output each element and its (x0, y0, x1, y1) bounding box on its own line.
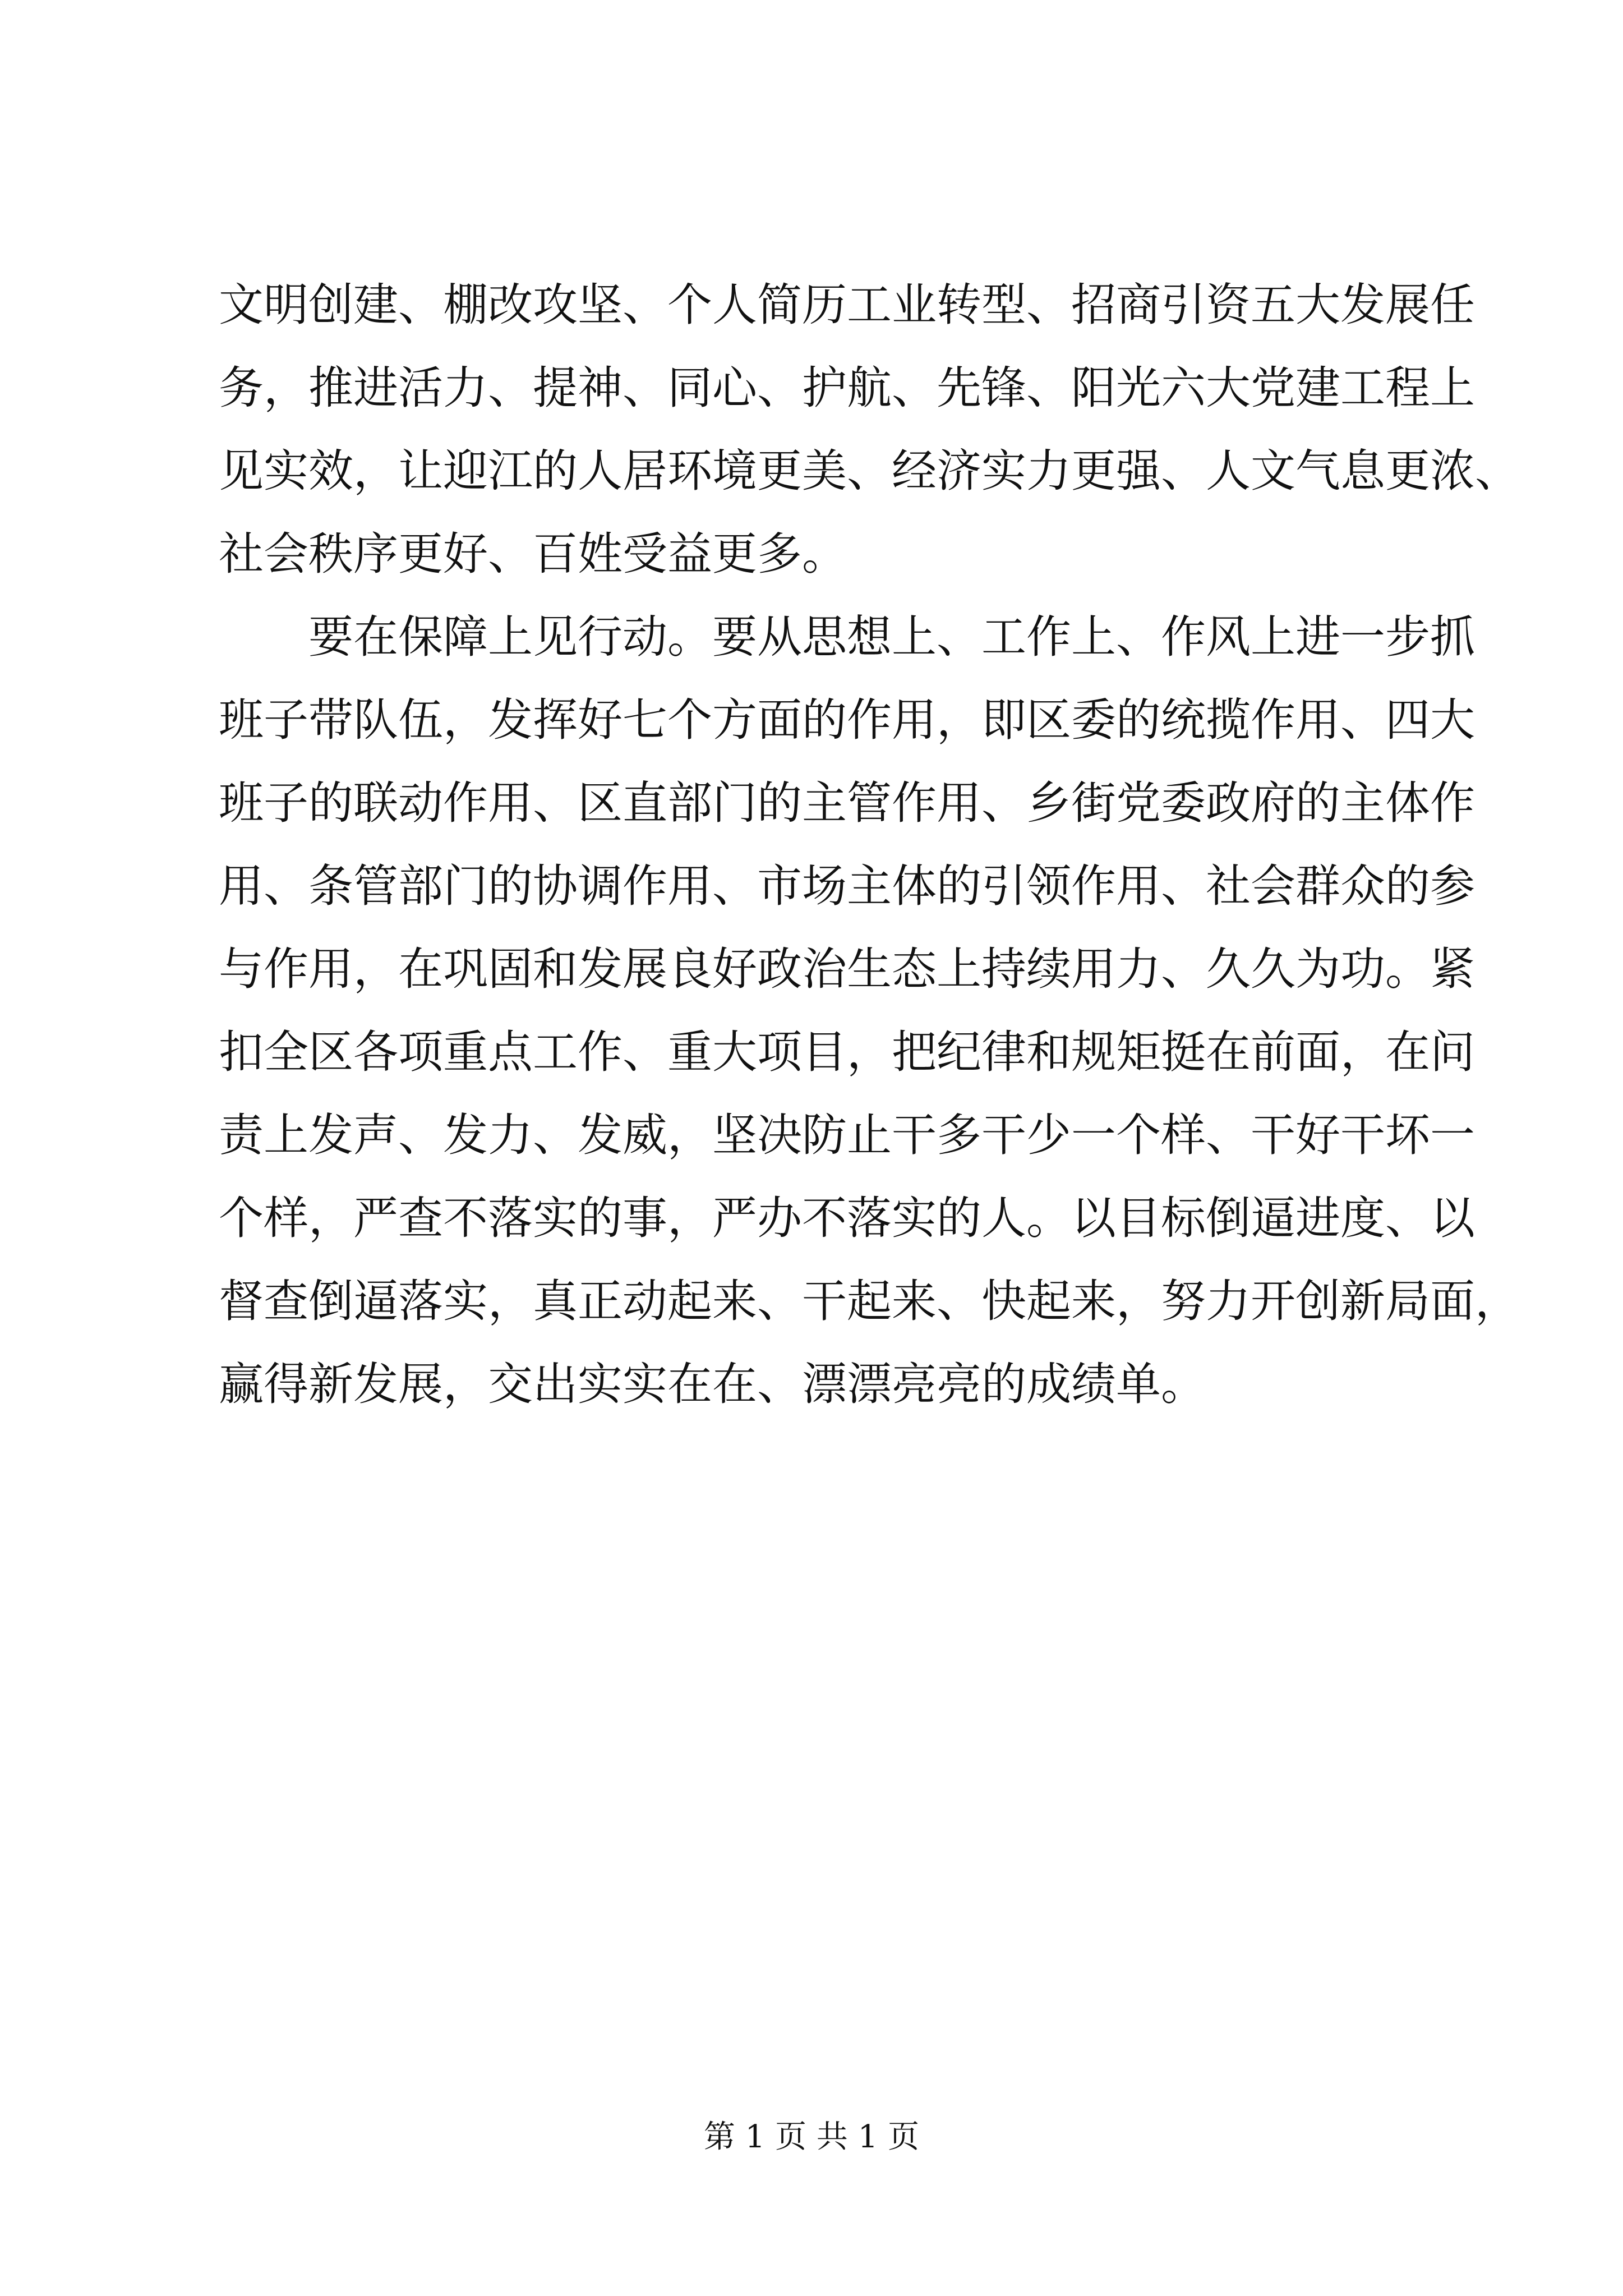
text-line: 社会秩序更好、百姓受益更多。 (219, 528, 847, 580)
text-line: 个样，严查不落实的事，严办不落实的人。以目标倒逼进度、以 (219, 1192, 1475, 1244)
text-line: 与作用，在巩固和发展良好政治生态上持续用力、久久为功。紧 (219, 943, 1475, 995)
paragraph-2 (219, 596, 1520, 1426)
text-line: 班子带队伍，发挥好七个方面的作用，即区委的统揽作用、四大 (219, 694, 1475, 746)
text-line: 班子的联动作用、区直部门的主管作用、乡街党委政府的主体作 (219, 777, 1475, 829)
text-line: 扣全区各项重点工作、重大项目，把纪律和规矩挺在前面，在问 (219, 1026, 1475, 1078)
document-body (219, 264, 1520, 1426)
paragraph-1 (219, 264, 1520, 596)
text-line: 督查倒逼落实，真正动起来、干起来、快起来，努力开创新局面， (219, 1275, 1520, 1327)
text-line: 见实效，让迎江的人居环境更美、经济实力更强、人文气息更浓、 (219, 445, 1520, 497)
text-line: 赢得新发展，交出实实在在、漂漂亮亮的成绩单。 (219, 1358, 1206, 1410)
text-line: 文明创建、棚改攻坚、个人简历工业转型、招商引资五大发展任 (219, 279, 1475, 331)
text-line: 责上发声、发力、发威，坚决防止干多干少一个样、干好干坏一 (219, 1109, 1475, 1161)
text-line: 务，推进活力、提神、同心、护航、先锋、阳光六大党建工程上 (219, 362, 1475, 414)
page-footer: 第 1 页 共 1 页 (703, 2119, 920, 2155)
text-line: 用、条管部门的协调作用、市场主体的引领作用、社会群众的参 (219, 860, 1475, 912)
text-line: 要在保障上见行动。要从思想上、工作上、作风上进一步抓 (219, 611, 1475, 663)
